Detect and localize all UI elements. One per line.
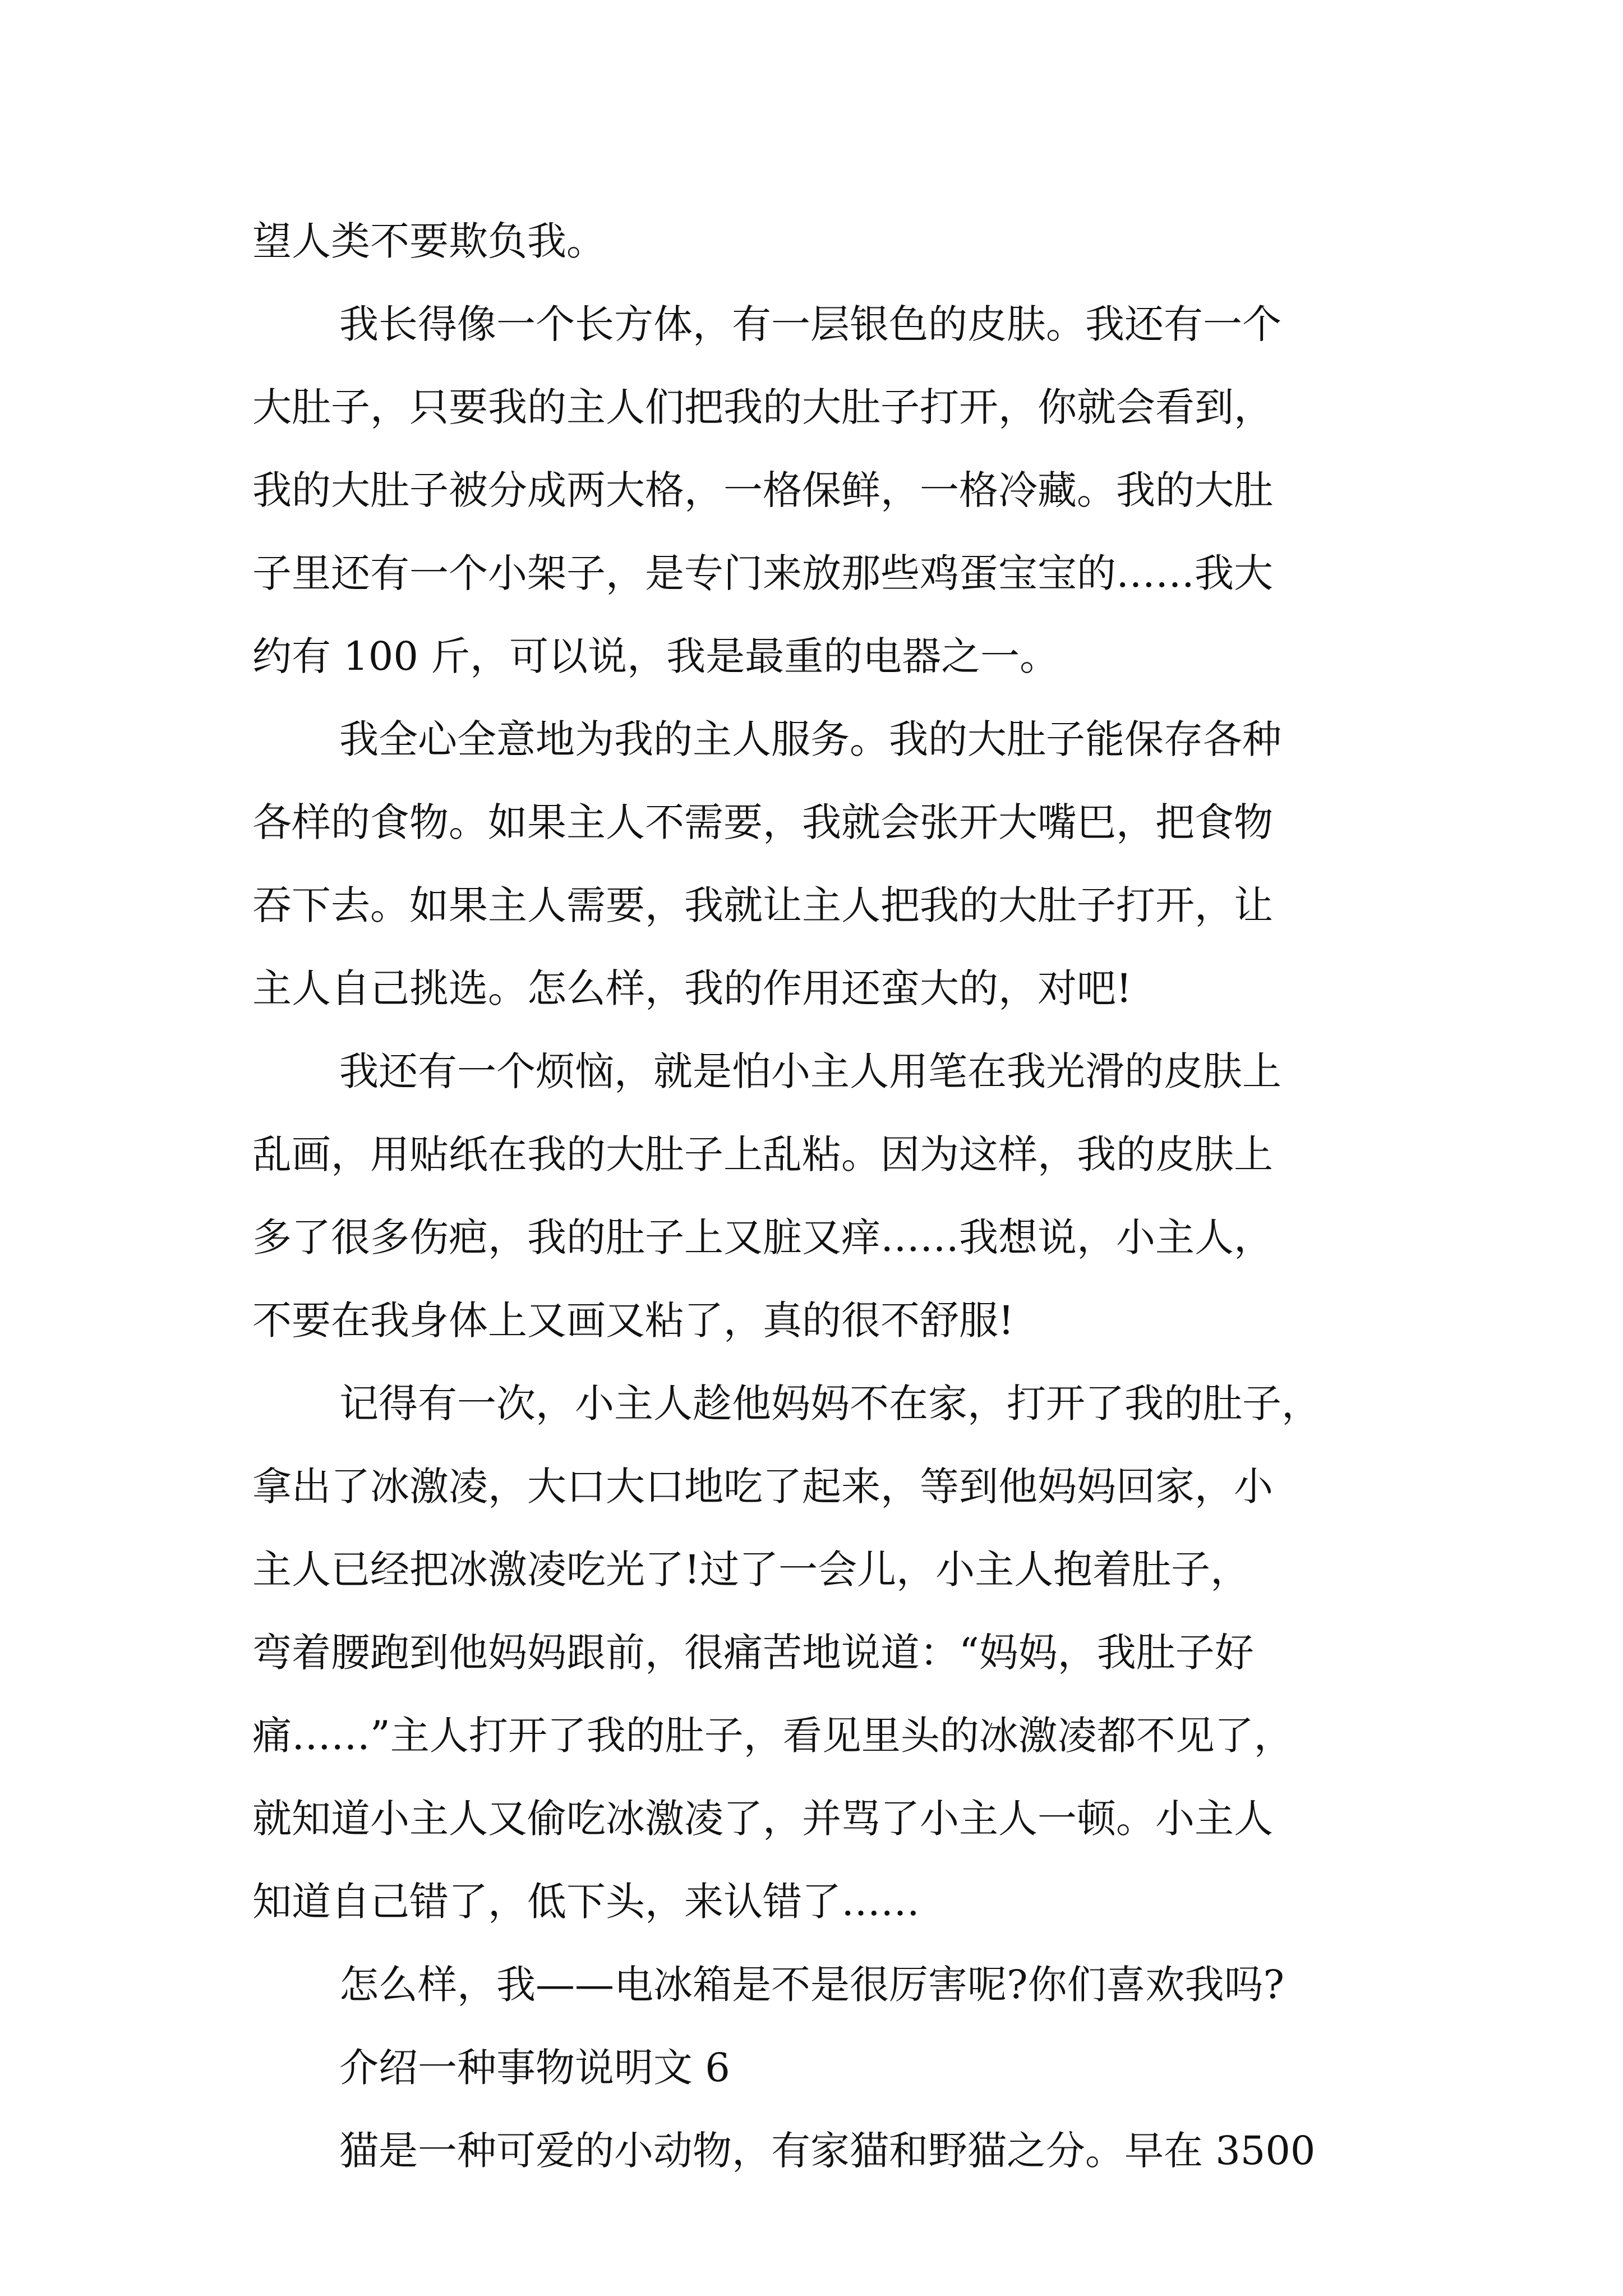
text-line: 子里还有一个小架子，是专门来放那些鸡蛋宝宝的……我大 [252, 550, 1273, 596]
text-line: 知道自己错了，低下头，来认错了…… [252, 1879, 920, 1925]
text-line: 约有 100 斤，可以说，我是最重的电器之一。 [252, 633, 1059, 679]
text-line: 大肚子，只要我的主人们把我的大肚子打开，你就会看到， [252, 384, 1273, 430]
text-line: 乱画，用贴纸在我的大肚子上乱粘。因为这样，我的皮肤上 [252, 1131, 1273, 1177]
paragraph-first-line: 我全心全意地为我的主人服务。我的大肚子能保存各种 [339, 716, 1281, 762]
text-line: 弯着腰跑到他妈妈跟前，很痛苦地说道：“妈妈，我肚子好 [252, 1630, 1254, 1676]
text-line: 痛……”主人打开了我的肚子，看见里头的冰激凌都不见了， [252, 1713, 1293, 1759]
text-line: 我的大肚子被分成两大格，一格保鲜，一格冷藏。我的大肚 [252, 467, 1273, 513]
paragraph-first-line: 猫是一种可爱的小动物，有家猫和野猫之分。早在 3500 [339, 2128, 1316, 2174]
text-line: 就知道小主人又偷吃冰激凌了，并骂了小主人一顿。小主人 [252, 1796, 1273, 1842]
paragraph-first-line: 我长得像一个长方体，有一层银色的皮肤。我还有一个 [339, 301, 1281, 347]
text-line: 拿出了冰激凌，大口大口地吃了起来，等到他妈妈回家，小 [252, 1464, 1273, 1510]
text-line: 主人已经把冰激凌吃光了!过了一会儿，小主人抱着肚子， [252, 1547, 1250, 1593]
paragraph-first-line: 怎么样，我——电冰箱是不是很厉害呢?你们喜欢我吗? [339, 1962, 1285, 2008]
text-line: 多了很多伤疤，我的肚子上又脏又痒……我想说，小主人， [252, 1214, 1273, 1260]
paragraph-first-line: 我还有一个烦恼，就是怕小主人用笔在我光滑的皮肤上 [339, 1048, 1281, 1094]
section-heading: 介绍一种事物说明文 6 [339, 2045, 730, 2091]
text-line: 望人类不要欺负我。 [252, 218, 606, 264]
paragraph-first-line: 记得有一次，小主人趁他妈妈不在家，打开了我的肚子， [339, 1381, 1321, 1427]
text-line: 吞下去。如果主人需要，我就让主人把我的大肚子打开，让 [252, 882, 1273, 928]
text-line: 主人自己挑选。怎么样，我的作用还蛮大的，对吧! [252, 965, 1132, 1011]
text-line: 不要在我身体上又画又粘了，真的很不舒服! [252, 1297, 1015, 1343]
text-line: 各样的食物。如果主人不需要，我就会张开大嘴巴，把食物 [252, 799, 1273, 845]
